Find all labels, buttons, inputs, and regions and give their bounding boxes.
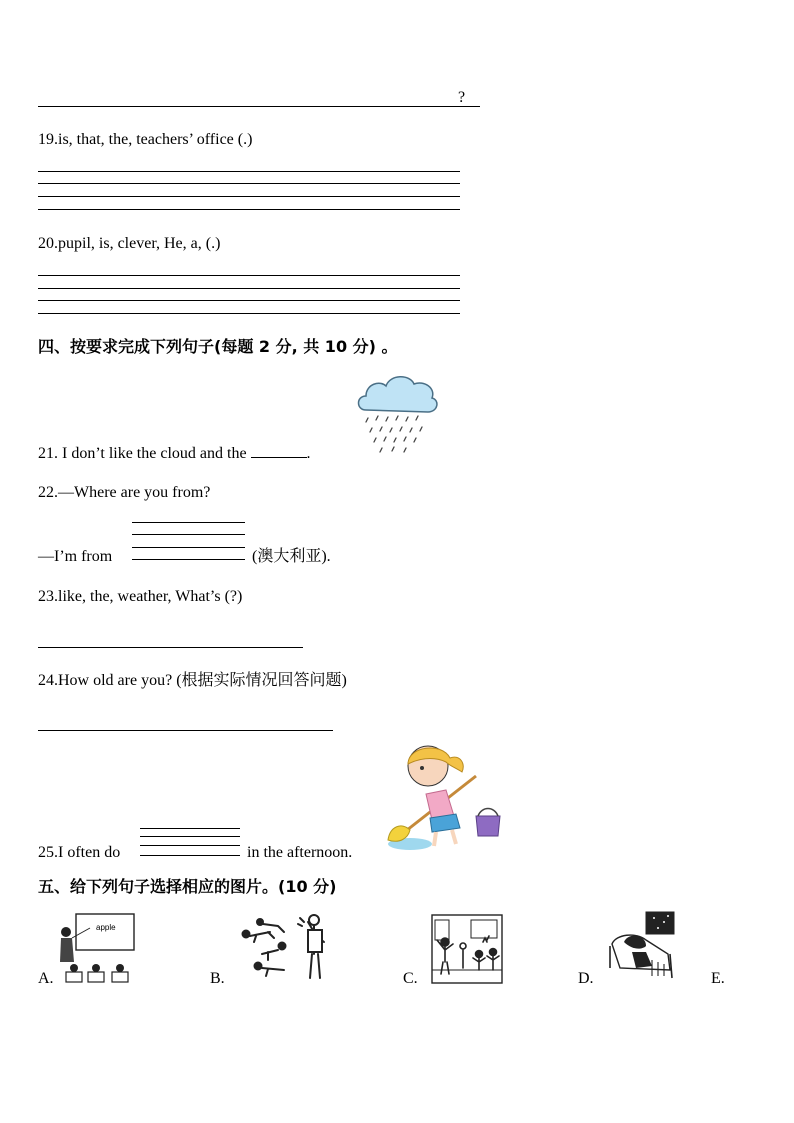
- blank-21[interactable]: [251, 443, 307, 458]
- answer-line-19b: [38, 183, 460, 184]
- question-25-suffix: in the afternoon.: [247, 844, 353, 861]
- board-word: apple: [96, 923, 116, 932]
- girl-sleeping-image: [606, 910, 678, 984]
- answer-line-25b: [140, 836, 240, 837]
- answer-line-19d: [38, 209, 460, 210]
- option-e-label: E.: [711, 970, 725, 987]
- girl-mopping-image: [380, 740, 504, 858]
- rain-cloud-image: [354, 372, 440, 456]
- answer-22-prefix: —I’m from: [38, 548, 113, 565]
- answer-line-23: [38, 647, 303, 648]
- music-class-image: [431, 914, 503, 984]
- section-5-heading: 五、给下列句子选择相应的图片。(10 分): [38, 877, 337, 896]
- answer-line-22d: [132, 559, 245, 560]
- answer-line-22c: [132, 547, 245, 548]
- question-25-prefix: 25.I often do: [38, 844, 121, 861]
- answer-line-24: [38, 730, 333, 731]
- answer-line-20a: [38, 275, 460, 276]
- question-19: 19.is, that, the, teachers’ office (.): [38, 131, 253, 148]
- question-24: 24.How old are you? (根据实际情况回答问题): [38, 672, 347, 689]
- option-b-label: B.: [210, 970, 225, 987]
- answer-line-19c: [38, 196, 460, 197]
- option-c-label: C.: [403, 970, 418, 987]
- children-exercising-image: [238, 912, 332, 984]
- answer-line-top: [38, 106, 480, 107]
- question-mark: ?: [458, 89, 466, 106]
- section-4-heading: 四、按要求完成下列句子(每题 2 分, 共 10 分) 。: [38, 337, 398, 356]
- answer-line-20d: [38, 313, 460, 314]
- question-21-text: 21. I don’t like the cloud and the: [38, 445, 251, 462]
- teacher-classroom-image: [58, 912, 138, 984]
- answer-line-25a: [140, 828, 240, 829]
- question-20: 20.pupil, is, clever, He, a, (.): [38, 235, 221, 252]
- answer-line-20c: [38, 300, 460, 301]
- question-22: 22.—Where are you from?: [38, 484, 211, 501]
- option-a-label: A.: [38, 970, 54, 987]
- answer-line-25d: [140, 855, 240, 856]
- answer-line-22b: [132, 534, 245, 535]
- answer-line-25c: [140, 845, 240, 846]
- answer-line-22a: [132, 522, 245, 523]
- option-d-label: D.: [578, 970, 594, 987]
- question-21: [38, 443, 311, 464]
- answer-22-hint: (澳大利亚).: [252, 548, 331, 565]
- question-21-end: .: [306, 445, 311, 462]
- question-23: 23.like, the, weather, What’s (?): [38, 588, 243, 605]
- answer-line-19a: [38, 171, 460, 172]
- answer-line-20b: [38, 288, 460, 289]
